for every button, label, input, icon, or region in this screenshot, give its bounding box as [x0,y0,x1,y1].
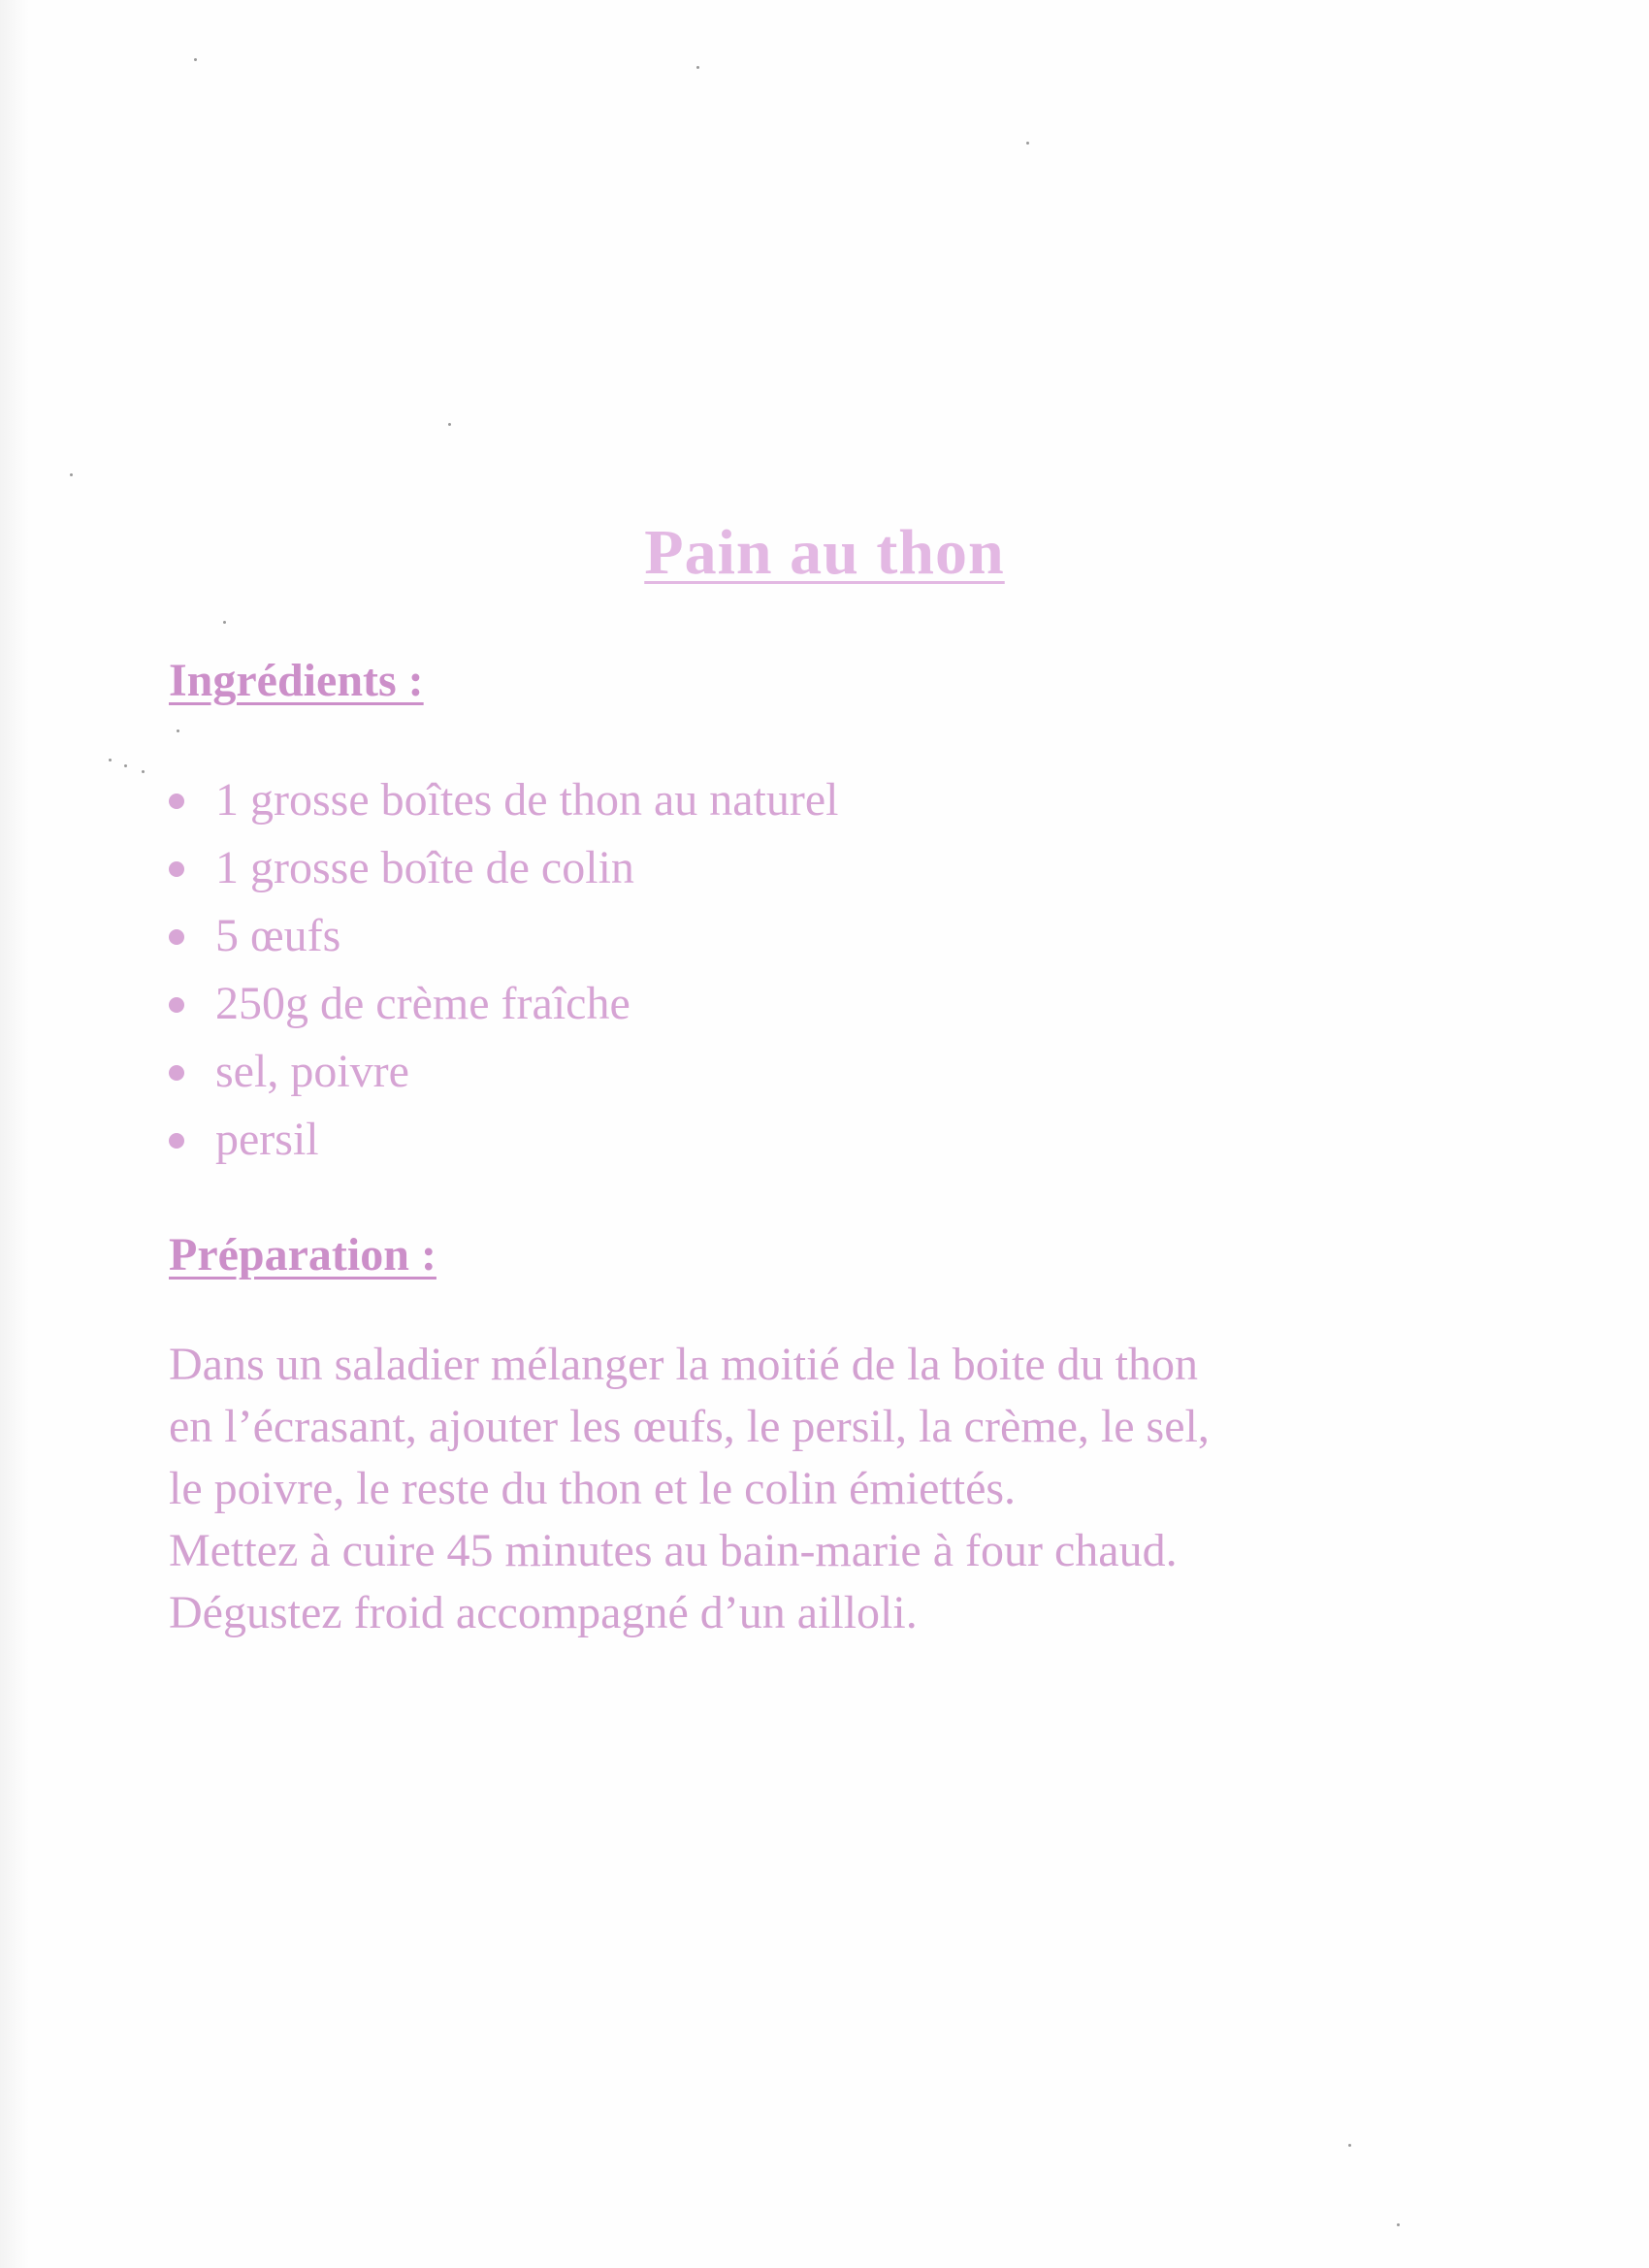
preparation-heading: Préparation : [169,1229,436,1280]
list-item [165,766,839,834]
scan-speck [177,729,179,732]
ingredient-text: 1 grosse boîte de colin [215,842,634,893]
preparation-line: Dégustez froid accompagné d’un ailloli. [169,1587,918,1638]
ingredients-heading: Ingrédients : [169,655,424,706]
bullet-icon [169,929,184,945]
preparation-line: le poivre, le reste du thon et le colin émiettés. [169,1463,1017,1514]
list-item [165,970,839,1038]
list-item [165,902,839,970]
scan-speck [1026,142,1029,145]
scan-speck [109,759,112,761]
ingredient-text: 250g de crème fraîche [215,978,630,1029]
scan-speck [1397,2223,1400,2226]
ingredient-text: 1 grosse boîtes de thon au naturel [215,774,839,826]
preparation-line: en l’écrasant, ajouter les œufs, le persil, la crème, le sel, [169,1401,1210,1452]
ingredient-text: 5 œufs [215,910,341,961]
bullet-icon [169,861,184,877]
ingredient-text: sel, poivre [215,1046,409,1097]
ingredient-text: persil [215,1114,319,1165]
scan-speck [1348,2144,1351,2147]
scan-speck [448,423,451,426]
scan-speck [696,66,699,69]
preparation-line: Dans un saladier mélanger la moitié de la boite du thon [169,1339,1199,1390]
scan-speck [223,621,226,624]
scan-edge-shadow [0,0,29,2268]
preparation-line: Mettez à cuire 45 minutes au bain-marie à four chaud. [169,1525,1178,1576]
bullet-icon [169,997,184,1013]
bullet-icon [169,1065,184,1081]
list-item [165,1038,839,1106]
scan-speck [70,473,73,476]
ingredients-list [165,766,839,1174]
bullet-icon [169,1133,184,1149]
list-item [165,1106,839,1174]
scan-speck [142,770,145,773]
scan-speck [124,764,127,767]
scan-speck [194,58,197,61]
bullet-icon [169,794,184,809]
page-title: Pain au thon [644,517,1005,588]
list-item [165,834,839,902]
preparation-text [169,1334,1430,1644]
